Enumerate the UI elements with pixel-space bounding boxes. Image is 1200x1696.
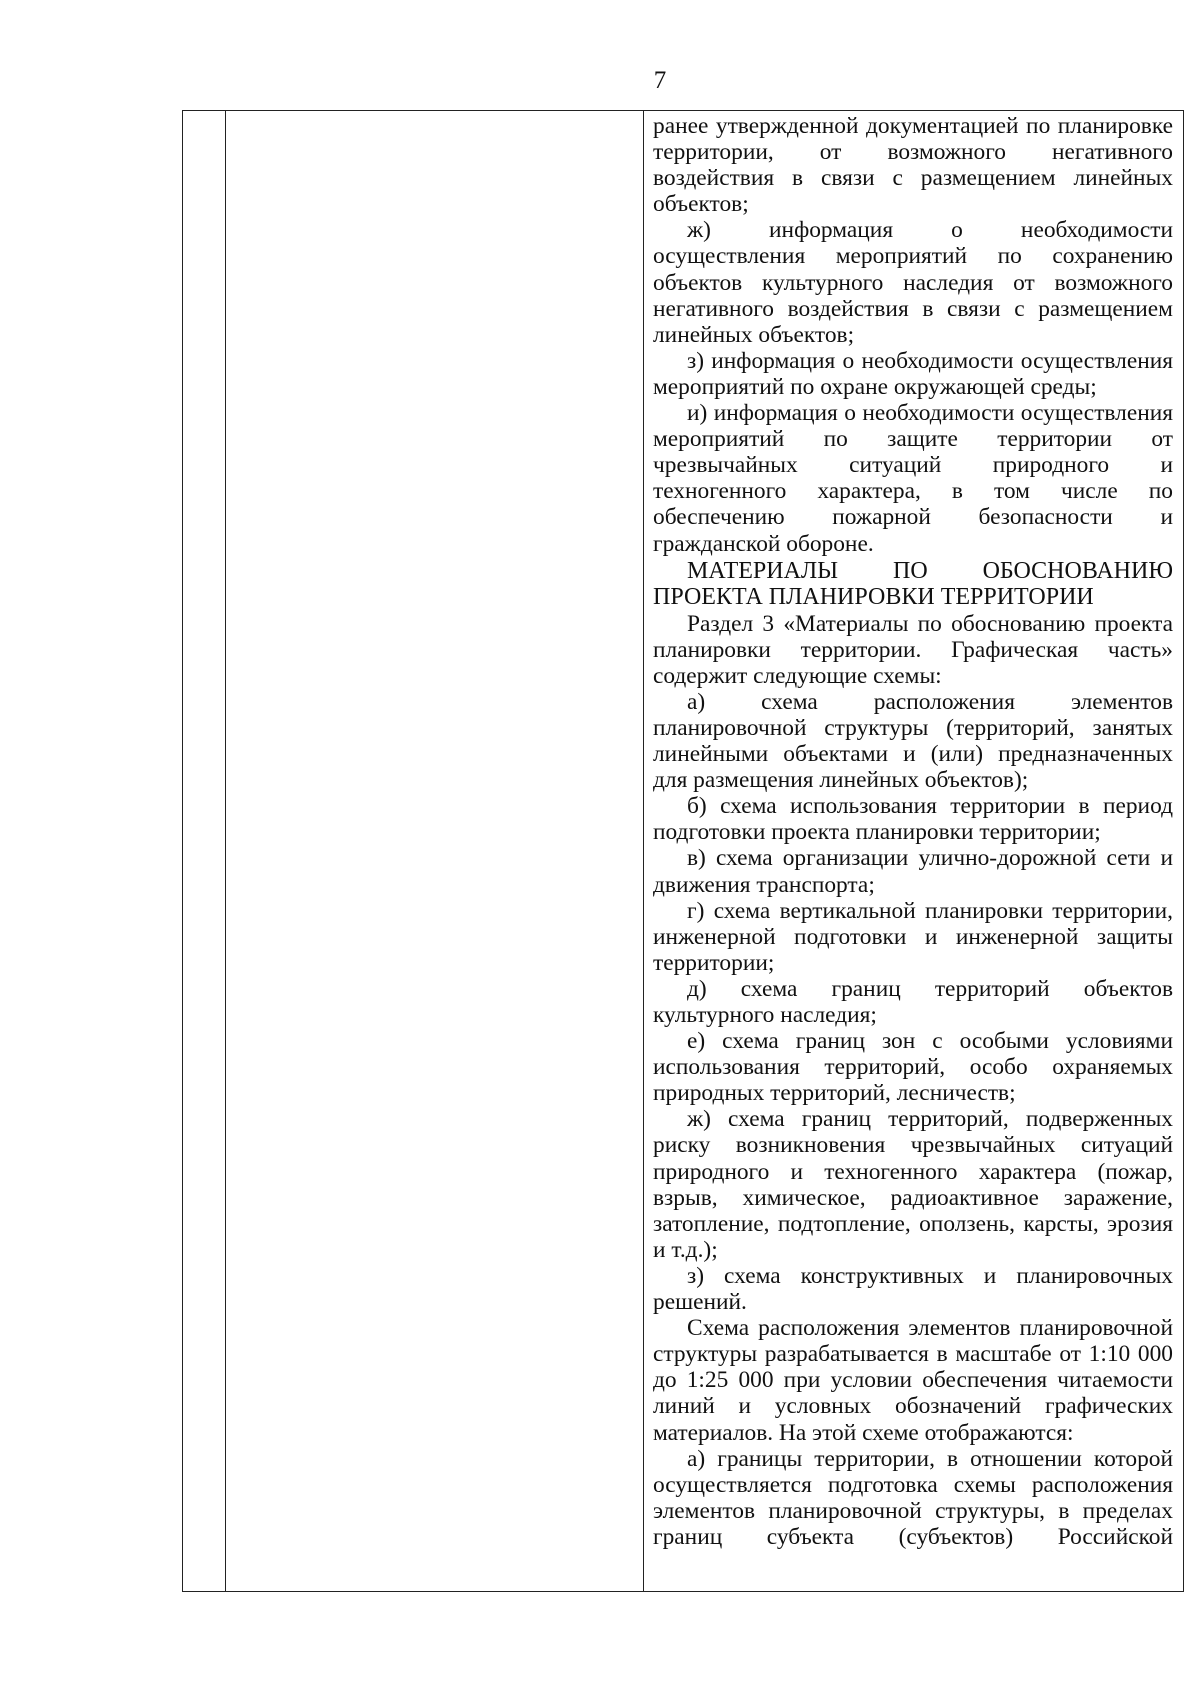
paragraph: и) информация о необходимости осуществления мероприятий по защите территории от чрезвычайных ситуаций природного и техногенного характера, в том числе по обеспечению пожарной безопасности и гражданской обороне. [653,400,1173,557]
paragraph: ранее утвержденной документацией по планировке территории, от возможного негативного воздействия в связи с размещением линейных объектов; [653,113,1173,218]
paragraph: Схема расположения элементов планировочной структуры разрабатывается в масштабе от 1:10 000 до 1:25 000 при условии обеспечения читаемости линий и условных обозначений графических материалов. На этой схеме отображаются: [653,1315,1173,1446]
list-item: е) схема границ зон с особыми условиями использования территорий, особо охраняемых природных территорий, лесничеств; [653,1028,1173,1107]
list-item: а) схема расположения элементов планировочной структуры (территорий, занятых линейными объектами и (или) предназначенных для размещения линейных объектов); [653,688,1173,794]
table-text-column [653,113,1173,1550]
list-item: ж) схема границ территорий, подверженных риску возникновения чрезвычайных ситуаций природного и техногенного характера (пожар, взрыв, химическое, радиоактивное заражение, затопление, подтопление, оползень, карсты, эрозия и т.д.); [653,1106,1173,1263]
section-heading: МАТЕРИАЛЫ ПО ОБОСНОВАНИЮ ПРОЕКТА ПЛАНИРОВКИ ТЕРРИТОРИИ [653,557,1173,610]
table-column-divider [643,111,644,1591]
list-item: з) схема конструктивных и планировочных решений. [653,1262,1173,1316]
paragraph: Раздел 3 «Материалы по обоснованию проекта планировки территории. Графическая часть» содержит следующие схемы: [653,610,1173,689]
list-item: д) схема границ территорий объектов культурного наследия; [653,975,1173,1028]
table-column-divider [225,111,226,1591]
document-table [182,110,1184,1592]
list-item: б) схема использования территории в период подготовки проекта планировки территории; [653,793,1173,846]
list-item: г) схема вертикальной планировки территории, инженерной подготовки и инженерной защиты территории; [653,897,1173,976]
list-item: в) схема организации улично-дорожной сети и движения транспорта; [653,845,1173,898]
list-item: а) границы территории, в отношении которой осуществляется подготовка схемы расположения элементов планировочной структуры, в пределах границ субъекта (субъектов) Российской [653,1445,1173,1550]
page-number: 7 [653,67,667,94]
paragraph: ж) информация о необходимости осуществления мероприятий по сохранению объектов культурного наследия от возможного негативного воздействия в связи с размещением линейных объектов; [653,217,1173,348]
paragraph: з) информация о необходимости осуществления мероприятий по охране окружающей среды; [653,347,1173,400]
